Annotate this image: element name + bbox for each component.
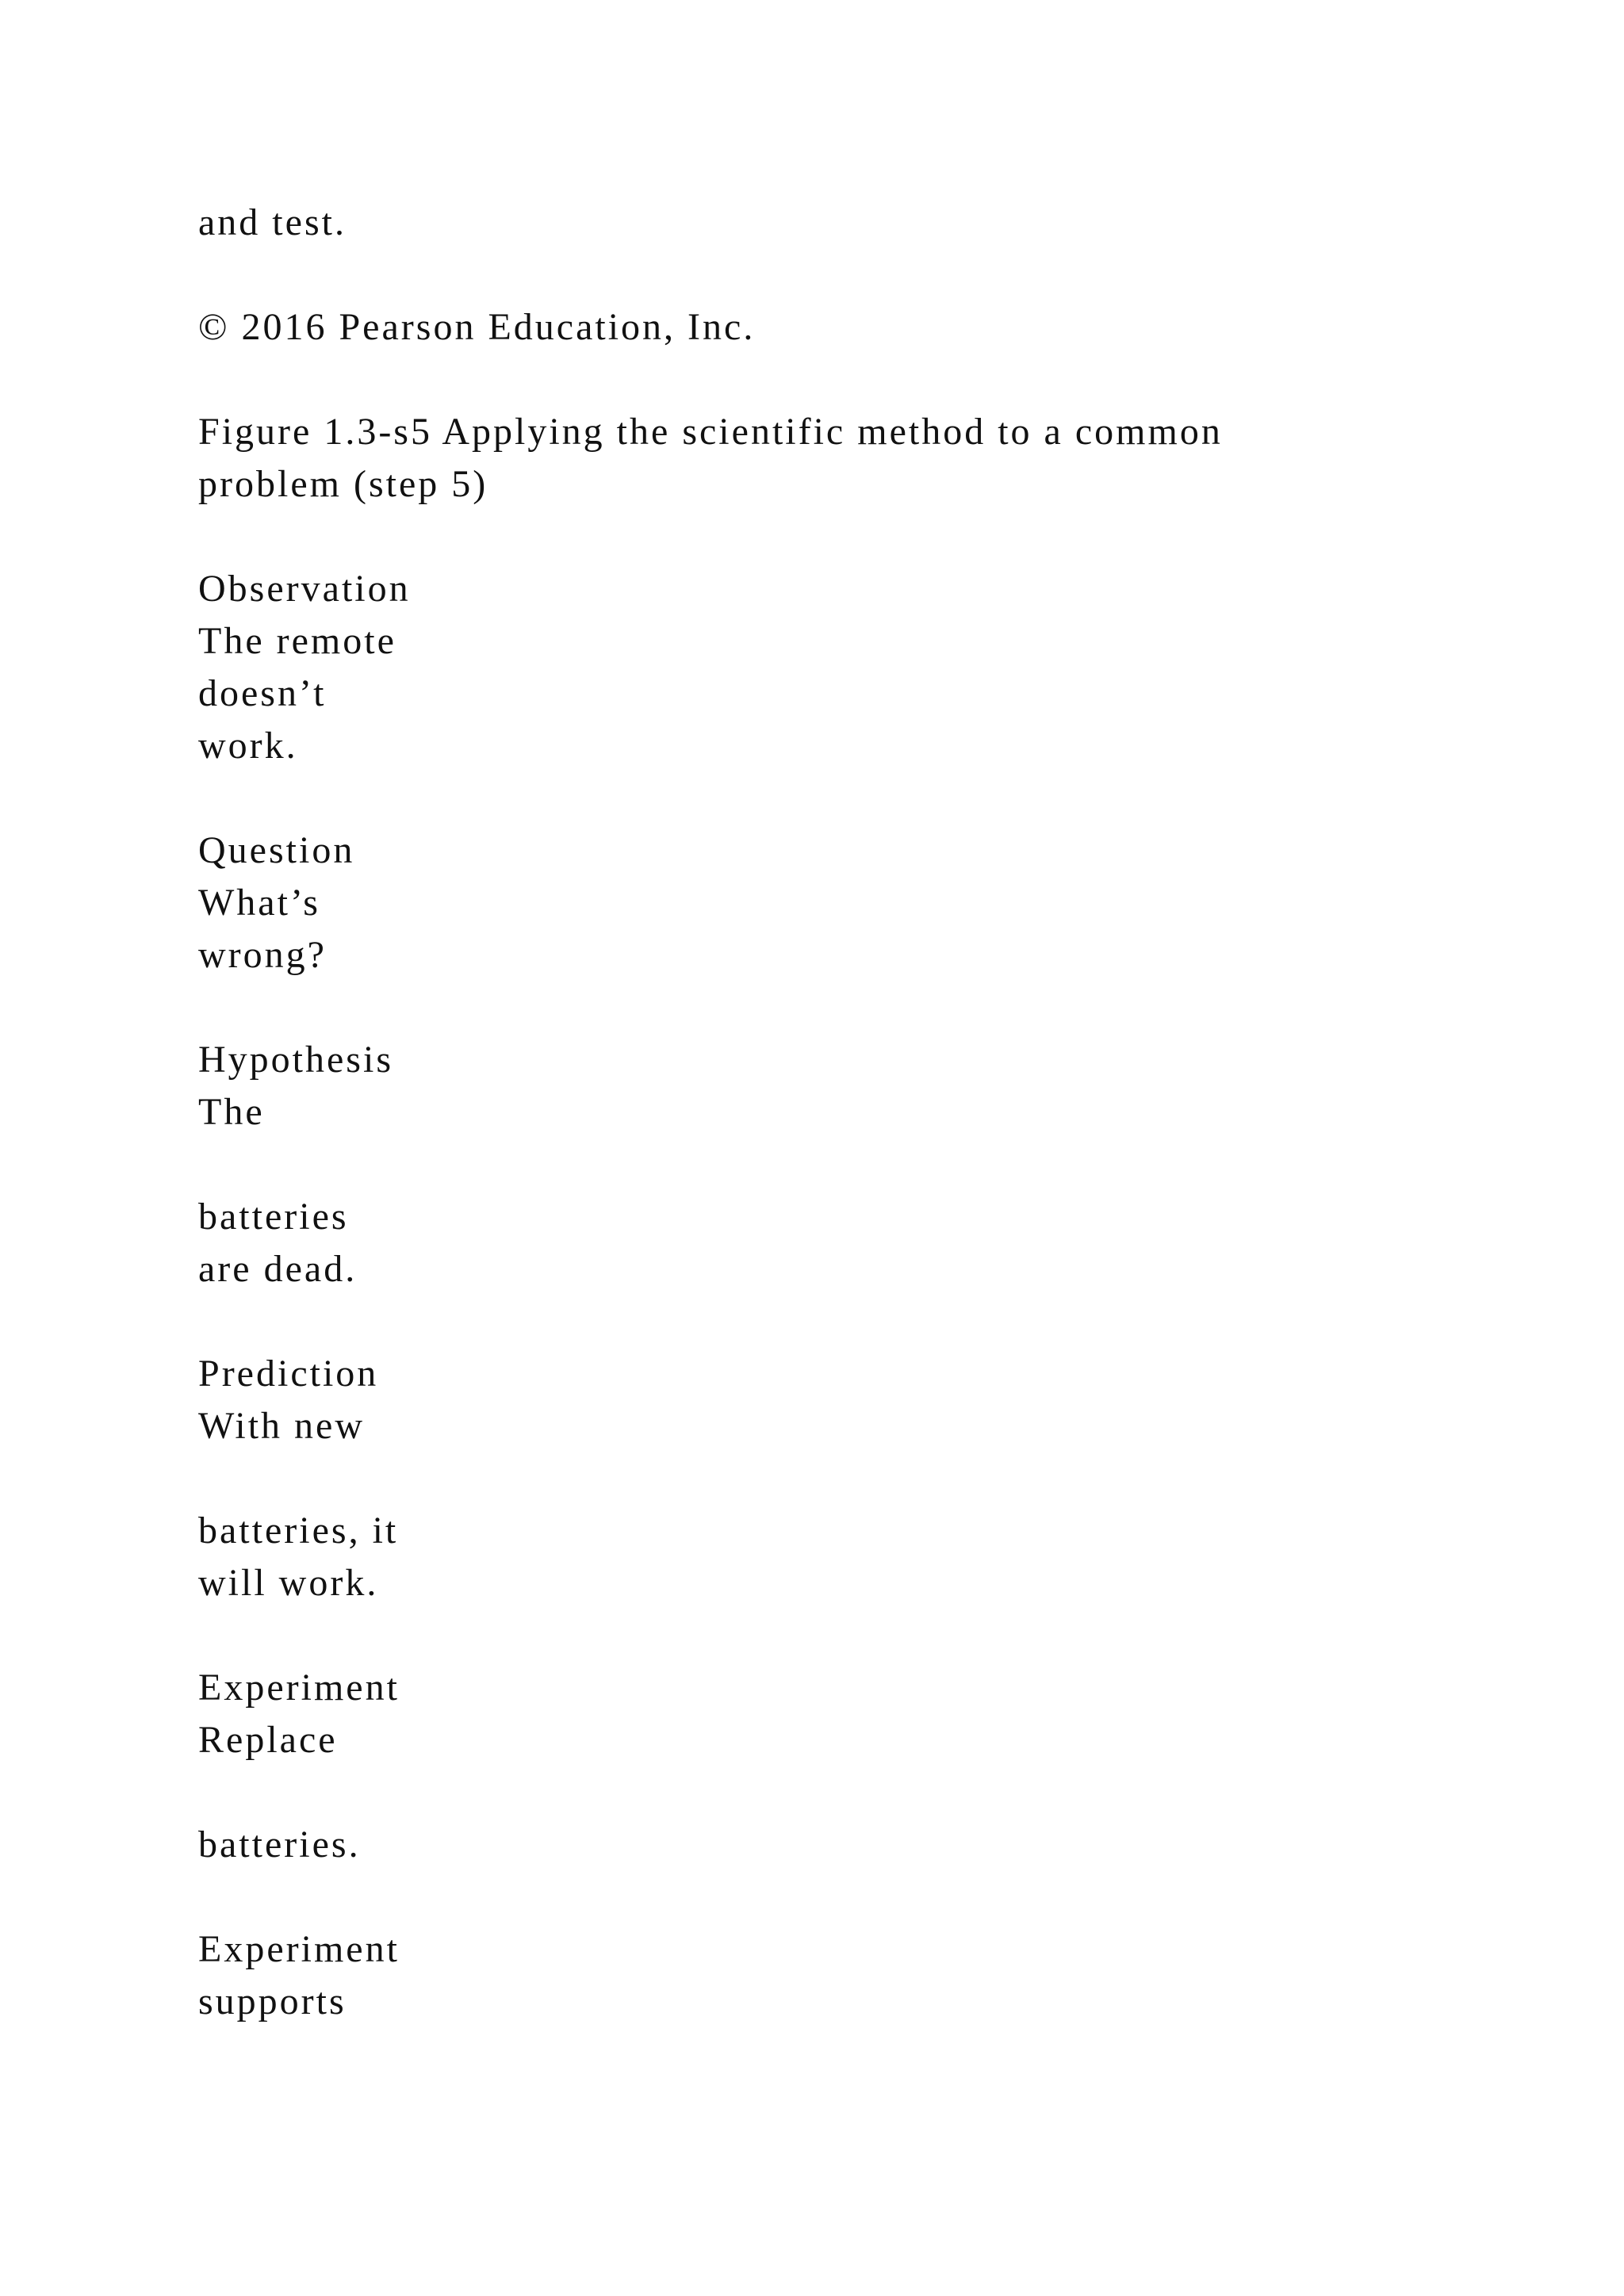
figure-caption-cont: problem (step 5) <box>198 463 488 505</box>
step-heading-observation: Observation <box>198 568 411 610</box>
text-line: wrong? <box>198 934 327 976</box>
blank-line <box>198 1766 1546 1819</box>
blank-line <box>198 354 1546 406</box>
step-heading-prediction: Prediction <box>198 1353 379 1395</box>
step-heading-experiment: Experiment <box>198 1667 400 1709</box>
step-heading-question: Question <box>198 829 355 871</box>
text-line: With new <box>198 1405 366 1447</box>
text-line: supports <box>198 1980 347 2022</box>
blank-line <box>198 772 1546 825</box>
copyright-line: © 2016 Pearson Education, Inc. <box>198 306 756 348</box>
text-line: work. <box>198 725 298 767</box>
blank-line <box>198 1295 1546 1348</box>
text-line: The <box>198 1091 265 1133</box>
blank-line <box>198 511 1546 563</box>
step-heading-hypothesis: Hypothesis <box>198 1039 393 1081</box>
text-line: batteries <box>198 1196 349 1238</box>
blank-line <box>198 1871 1546 1923</box>
document-body <box>198 197 1546 2028</box>
text-line: batteries. <box>198 1823 361 1866</box>
text-line: What’s <box>198 882 320 924</box>
step-heading-experiment-result: Experiment <box>198 1928 400 1970</box>
text-line: will work. <box>198 1562 379 1604</box>
text-line: Replace <box>198 1719 338 1761</box>
blank-line <box>198 1452 1546 1505</box>
blank-line <box>198 1138 1546 1191</box>
blank-line <box>198 982 1546 1034</box>
text-line: batteries, it <box>198 1510 399 1552</box>
blank-line <box>198 249 1546 301</box>
text-line: doesn’t <box>198 672 327 714</box>
text-line: are dead. <box>198 1248 358 1290</box>
figure-caption: Figure 1.3-s5 Applying the scientific method to a common <box>198 411 1223 453</box>
text-line: The remote <box>198 620 396 662</box>
blank-line <box>198 1609 1546 1662</box>
text-line: and test. <box>198 201 347 243</box>
